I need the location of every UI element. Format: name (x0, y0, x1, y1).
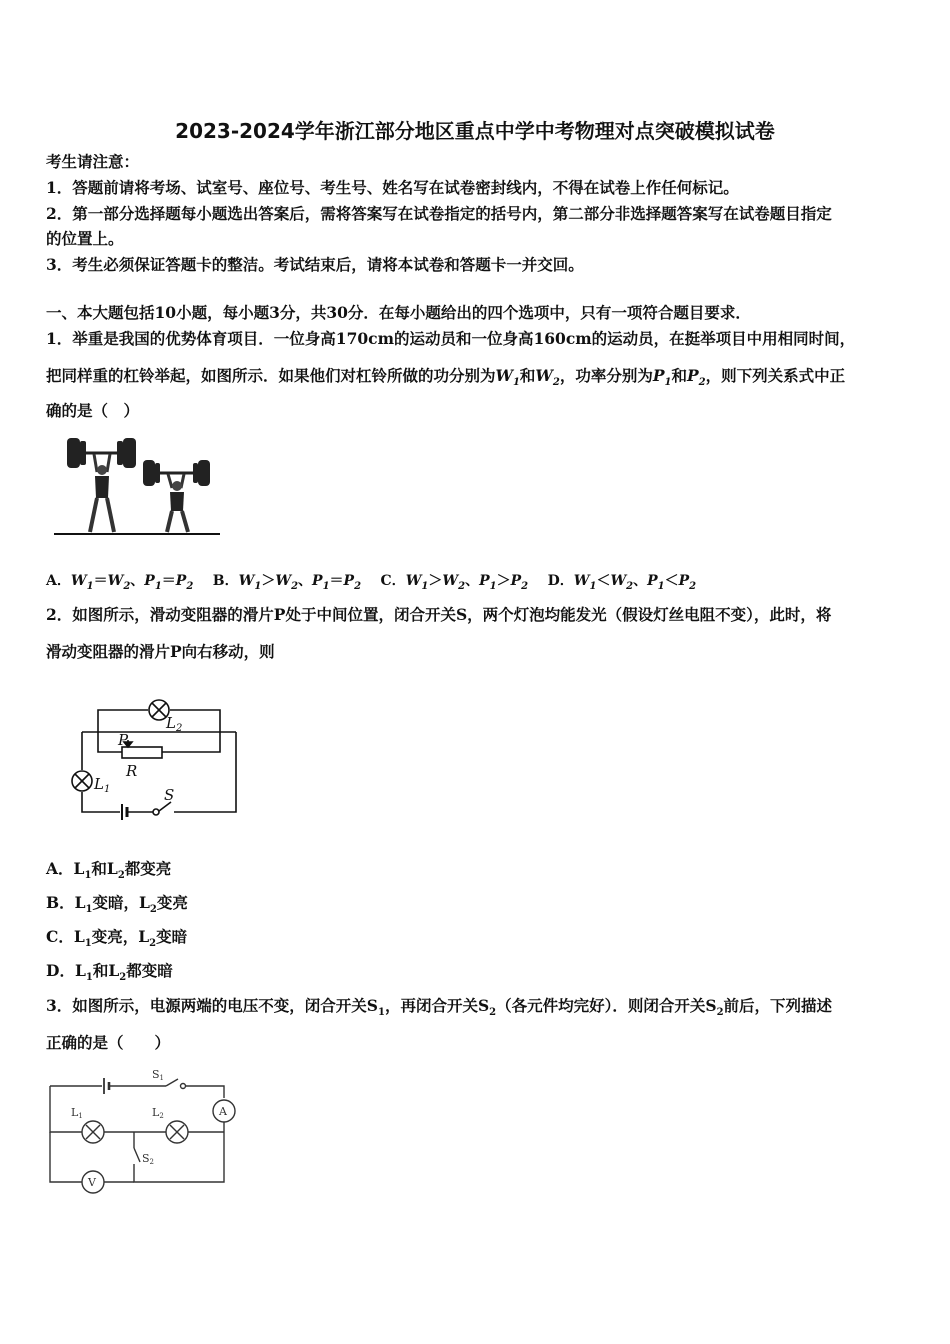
notice-heading: 考生请注意： (46, 152, 140, 171)
q1-w1: $W_1$ (495, 366, 520, 389)
q1-line-3: 确的是（ ） (46, 401, 140, 420)
voltmeter-icon: V (88, 1176, 96, 1189)
label-S1: S1 (152, 1068, 165, 1082)
q1-p2: $P_2$ (686, 366, 706, 389)
label-S: S (164, 786, 175, 804)
q3-line-2: 正确的是（ ） (46, 1033, 171, 1052)
page-title: 2023-2024学年浙江部分地区重点中学中考物理对点突破模拟试卷 (175, 119, 775, 143)
circuit-figure-q3 (44, 1064, 244, 1199)
lifter-short-icon (143, 460, 210, 532)
q1-options (46, 571, 916, 597)
label-L1: $L_1$ (94, 775, 111, 795)
q3-line-1: 3．如图所示，电源两端的电压不变，闭合开关$S_1$，再闭合开关$S_2$（各元件均完好）．则闭合开关$S_2$前后，下列描述 (46, 996, 833, 1019)
q2-line-1: 2．如图所示，滑动变阻器的滑片P处于中间位置，闭合开关S，两个灯泡均能发光（假设灯丝电阻不变），此时，将 (46, 605, 832, 624)
label-L2: $L_2$ (166, 714, 183, 734)
q2-option-b[interactable]: B．$L_1$变暗，$L_2$变亮 (46, 893, 188, 916)
circuit-figure-q2 (66, 694, 246, 824)
q1-line-2 (46, 366, 916, 393)
q1-text-b: 和 (519, 366, 536, 385)
q1-option-d[interactable]: D．$W_1<W_2$、$P_1<P_2$ (547, 573, 697, 592)
q2-option-d[interactable]: D．$L_1$和$L_2$都变暗 (46, 961, 173, 984)
q2-option-a[interactable]: A．$L_1$和$L_2$都变亮 (46, 859, 172, 882)
q1-w2: $W_2$ (535, 366, 560, 389)
q1-text-c: ，功率分别为 (559, 366, 653, 385)
ammeter-icon: A (219, 1105, 227, 1118)
q1-text-e: ，则下列关系式中正 (705, 366, 846, 385)
q1-option-c[interactable]: C．$W_1>W_2$、$P_1>P_2$ (380, 573, 529, 592)
section-heading: 一、本大题包括10小题，每小题3分，共30分．在每小题给出的四个选项中，只有一项符合题目要求． (46, 303, 751, 322)
label-R: R (126, 762, 138, 780)
lifter-tall-icon (67, 438, 136, 532)
notice-item-1: 1．答题前请将考场、试室号、座位号、考生号、姓名写在试卷密封线内，不得在试卷上作任何标记。 (46, 178, 739, 197)
label-P: P (118, 731, 129, 749)
q1-option-b[interactable]: B．$W_1>W_2$、$P_1=P_2$ (212, 573, 362, 592)
notice-item-2-cont: 的位置上。 (46, 229, 124, 248)
label-L1: L1 (71, 1106, 83, 1120)
weightlifters-figure (50, 432, 225, 540)
q1-text-d: 和 (671, 366, 687, 385)
label-L2: L2 (152, 1106, 164, 1120)
q2-line-2: 滑动变阻器的滑片P向右移动，则 (46, 642, 275, 661)
q2-option-c[interactable]: C．$L_1$变亮，$L_2$变暗 (46, 927, 188, 950)
label-S2: S2 (142, 1152, 155, 1166)
q1-p1: $P_1$ (652, 366, 672, 389)
q1-line-1: 1．举重是我国的优势体育项目．一位身高170cm的运动员和一位身高160cm的运动员，在挺举项目中用相同时间， (46, 329, 856, 348)
q1-text-a: 把同样重的杠铃举起，如图所示．如果他们对杠铃所做的功分别为 (46, 366, 496, 385)
notice-item-3: 3．考生必须保证答题卡的整洁。考试结束后，请将本试卷和答题卡一并交回。 (46, 255, 584, 274)
q1-option-a[interactable]: A．$W_1=W_2$、$P_1=P_2$ (46, 573, 194, 592)
notice-item-2: 2．第一部分选择题每小题选出答案后，需将答案写在试卷指定的括号内，第二部分非选择题答案写在试卷题目指定 (46, 204, 832, 223)
